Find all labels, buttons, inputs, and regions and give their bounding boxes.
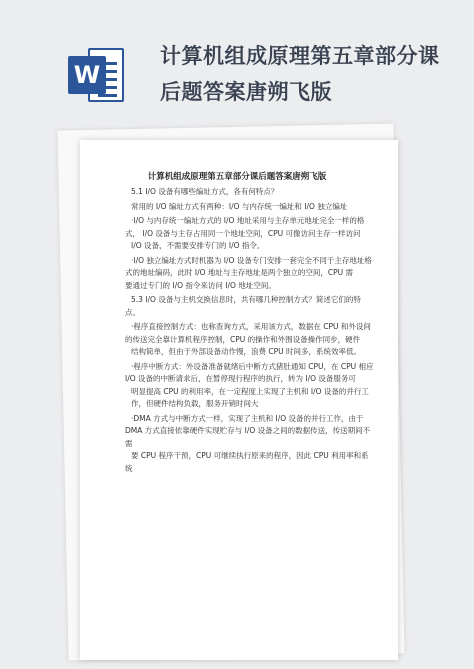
paragraph: 结构简单，但由于外部设备动作慢，浪费 CPU 时间多，系统效率低。: [131, 347, 362, 356]
banner-header: [0, 0, 474, 120]
paragraph: ·I/O 独立编址方式时机器为 I/O 设备专门安排一套完全不同于主存地址格式的地址编码，此时 I/O 地址与主存地址是两个独立的空间，CPU 需: [125, 255, 372, 277]
paragraph: 5.3 I/O 设备与主机交换信息时，共有哪几种控制方式？简述它们的特点。: [125, 295, 361, 317]
banner-title: [160, 38, 460, 110]
paragraph: 常用的 I/O 编址方式有两种：I/O 与内存统一编址和 I/O 独立编址: [131, 201, 348, 211]
word-icon: [68, 44, 124, 106]
paragraph: ·I/O 与内存统一编址方式的 I/O 地址采用与主存单元地址完全一样的格式， I/O 设备与主存占用同一个地址空间，CPU 可像访问主存一样访问: [125, 216, 365, 238]
paragraph: 要 CPU 程序干预，CPU 可继续执行原来的程序，因此 CPU 利用率和系统: [125, 451, 369, 473]
paragraph: ·DMA 方式与中断方式一样，实现了主机和 I/O 设备的并行工作，由于 DMA 方式直接依靠硬件实现贮存与 I/O 设备之间的数据传送，传送期间不需: [125, 413, 371, 448]
paragraph: ·程序中断方式：外设备准备就绪后中断方式猪肚通知 CPU，在 CPU 相应 I/O 设备的中断请求后，在暂停现行程序的执行，转为 I/O 设备服务可: [125, 361, 374, 383]
paragraph: ·程序直接控制方式：也称查询方式，采用该方式，数据在 CPU 和外设间的传送完全靠计算机程序控制，CPU 的操作和外围设备操作同步，硬件: [125, 322, 371, 344]
banner-title-line-2: 后题答案唐朔飞版: [160, 80, 332, 104]
paragraph: 明显提高 CPU 的利用率，在一定程度上实现了主机和 I/O 设备的并行工: [131, 386, 369, 396]
word-letter-badge: W: [68, 56, 106, 94]
paragraph: 作，但硬件结构负载，服务开销时间大: [131, 399, 259, 408]
document-title: 计算机组成原理第五章部分课后题答案唐朔飞版: [147, 172, 327, 182]
document-body: [125, 186, 375, 475]
paragraph: 5.1 I/O 设备有哪些编址方式，各有何特点？: [131, 187, 279, 196]
banner-title-line-1: 计算机组成原理第五章部分课: [160, 44, 440, 68]
paragraph: I/O 设备，不需要安排专门的 I/O 指令。: [131, 241, 265, 250]
paragraph: 要通过专门的 I/O 指令来访问 I/O 地址空间。: [125, 280, 276, 290]
